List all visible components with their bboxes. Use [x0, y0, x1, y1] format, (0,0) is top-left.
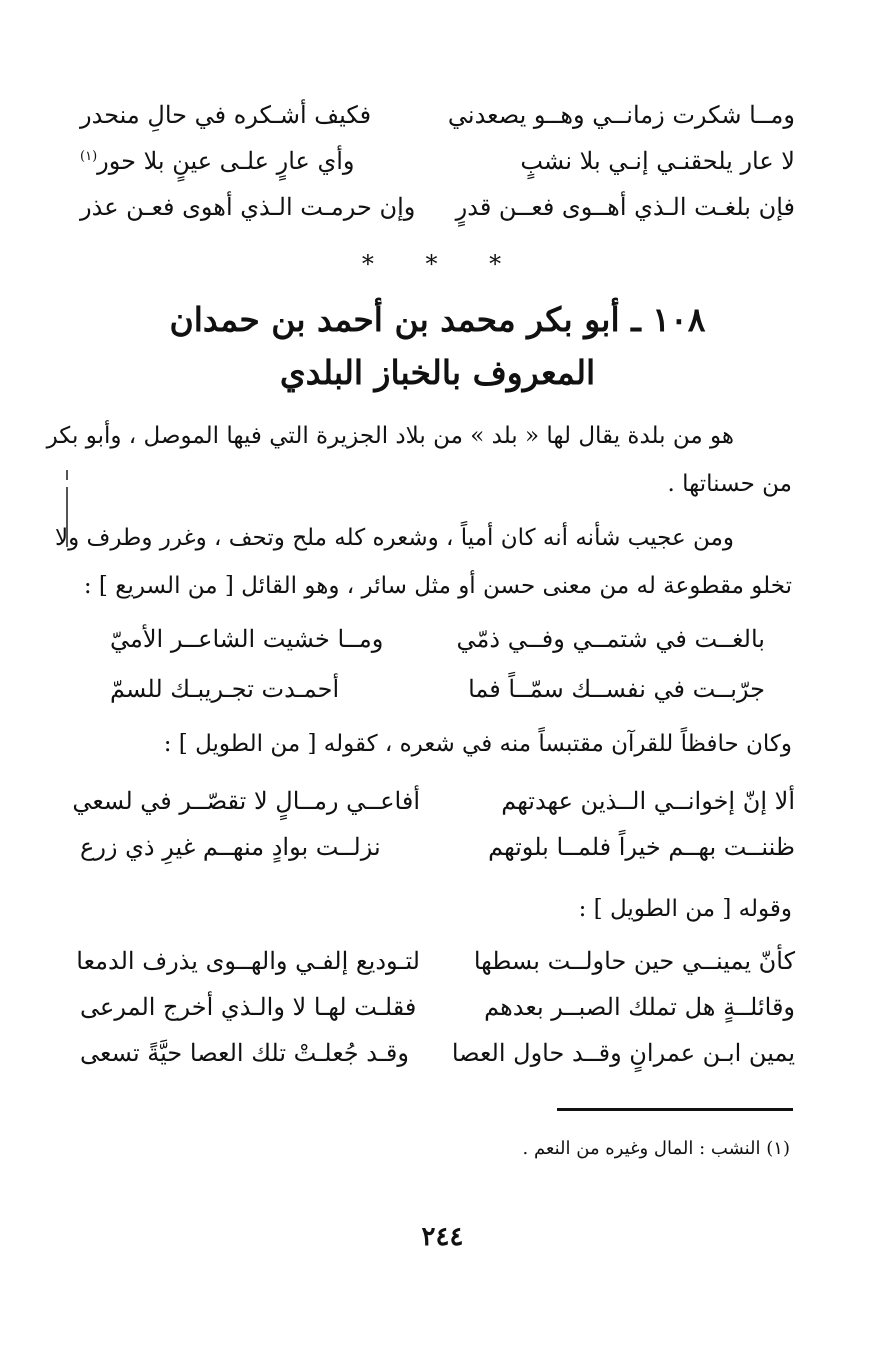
- first-hemistich: ظننــت بهــم خيراً فلمــا بلوتهم: [488, 833, 795, 861]
- footnote: (١) النشب : المال وغيره من النعم .: [522, 1138, 790, 1159]
- first-hemistich: جرّبــت في نفســك سمّــاً فما: [468, 675, 765, 703]
- section-title-line2: المعروف بالخباز البلدي: [279, 353, 596, 392]
- second-hemistich: ومــا خشيت الشاعــر الأميّ: [110, 625, 384, 653]
- verse-row: [72, 778, 795, 824]
- paragraph-line: تخلو مقطوعة له من معنى حسن أو مثل سائر ، وهو القائل [ من السريع ] :: [83, 573, 792, 599]
- verse-row: [80, 614, 795, 664]
- page-number: ٢٤٤: [421, 1222, 464, 1252]
- second-hemistich: وقـد جُعلـتْ تلك العصا حيَّةً تسعى: [80, 1039, 409, 1067]
- paragraph-quran: [80, 720, 792, 768]
- verse-row: [80, 92, 795, 138]
- poem-taweel-2: [76, 938, 795, 1076]
- first-hemistich: كأنّ يمينــي حين حاولــت بسطها: [473, 947, 795, 975]
- paragraph-intro: [80, 885, 792, 933]
- verse-row: [80, 984, 795, 1030]
- section-title-line1: ١٠٨ ـ أبو بكر محمد بن أحمد بن حمدان: [169, 300, 706, 339]
- first-hemistich: وقائلــةٍ هل تملك الصبــر بعدهم: [484, 993, 795, 1021]
- top-poem: [80, 92, 795, 230]
- paragraph-line: هو من بلدة يقال لها « بلد » من بلاد الجزيرة التي فيها الموصل ، وأبو بكر: [46, 423, 734, 449]
- verse-row: [80, 664, 795, 714]
- first-hemistich: ومــا شكرت زمانــي وهــو يصعدني: [447, 101, 795, 129]
- poem-saree: [80, 614, 795, 714]
- verse-row: [80, 184, 795, 230]
- second-hemistich: فقلـت لهـا لا والـذي أخرج المرعى: [80, 993, 417, 1021]
- second-hemistich: [80, 147, 420, 175]
- verse-row: [80, 138, 795, 184]
- verse-row: [80, 1030, 795, 1076]
- second-hemistich: فكيف أشـكره في حالِ منحدر: [80, 101, 372, 129]
- margin-mark: [66, 470, 68, 480]
- verse-row: [76, 938, 795, 984]
- hemistich-text: وأي عارٍ علـى عينٍ بلا حور: [97, 147, 355, 175]
- paragraph-character: [54, 514, 792, 610]
- first-hemistich: فإن بلغـت الـذي أهــوى فعــن قدرٍ: [455, 193, 795, 221]
- paragraph-origin: [46, 412, 792, 508]
- first-hemistich: لا عار يلحقنـي إنـي بلا نشبٍ: [520, 147, 795, 175]
- first-hemistich: بالغــت في شتمــي وفــي ذمّي: [456, 625, 765, 653]
- second-hemistich: أحمـدت تجـريبـك للسمّ: [110, 675, 340, 703]
- second-hemistich: أفاعــي رمــالٍ لا تقصّــر في لسعي: [72, 787, 420, 815]
- paragraph-line: وقوله [ من الطويل ] :: [578, 896, 792, 922]
- footnote-ref: (١): [80, 149, 98, 164]
- second-hemistich: لتـوديع إلفـي والهــوى يذرف الدمعا: [76, 947, 420, 975]
- section-separator: * * *: [361, 250, 524, 278]
- footnote-divider: [557, 1108, 793, 1111]
- first-hemistich: يمين ابـن عمرانٍ وقــد حاول العصا: [451, 1039, 795, 1067]
- poem-taweel-1: [72, 778, 795, 870]
- paragraph-line: ومن عجيب شأنه أنه كان أمياً ، وشعره كله ملح وتحف ، وغرر وطرف ولا: [54, 525, 734, 551]
- first-hemistich: ألا إنّ إخوانــي الــذين عهدتهم: [501, 787, 795, 815]
- second-hemistich: نزلــت بوادٍ منهــم غيرِ ذي زرع: [80, 833, 381, 861]
- paragraph-line: وكان حافظاً للقرآن مقتبساً منه في شعره ، كقوله [ من الطويل ] :: [163, 731, 792, 757]
- paragraph-line: من حسناتها .: [667, 471, 792, 497]
- verse-row: [80, 824, 795, 870]
- second-hemistich: وإن حرمـت الـذي أهوى فعـن عذر: [80, 193, 416, 221]
